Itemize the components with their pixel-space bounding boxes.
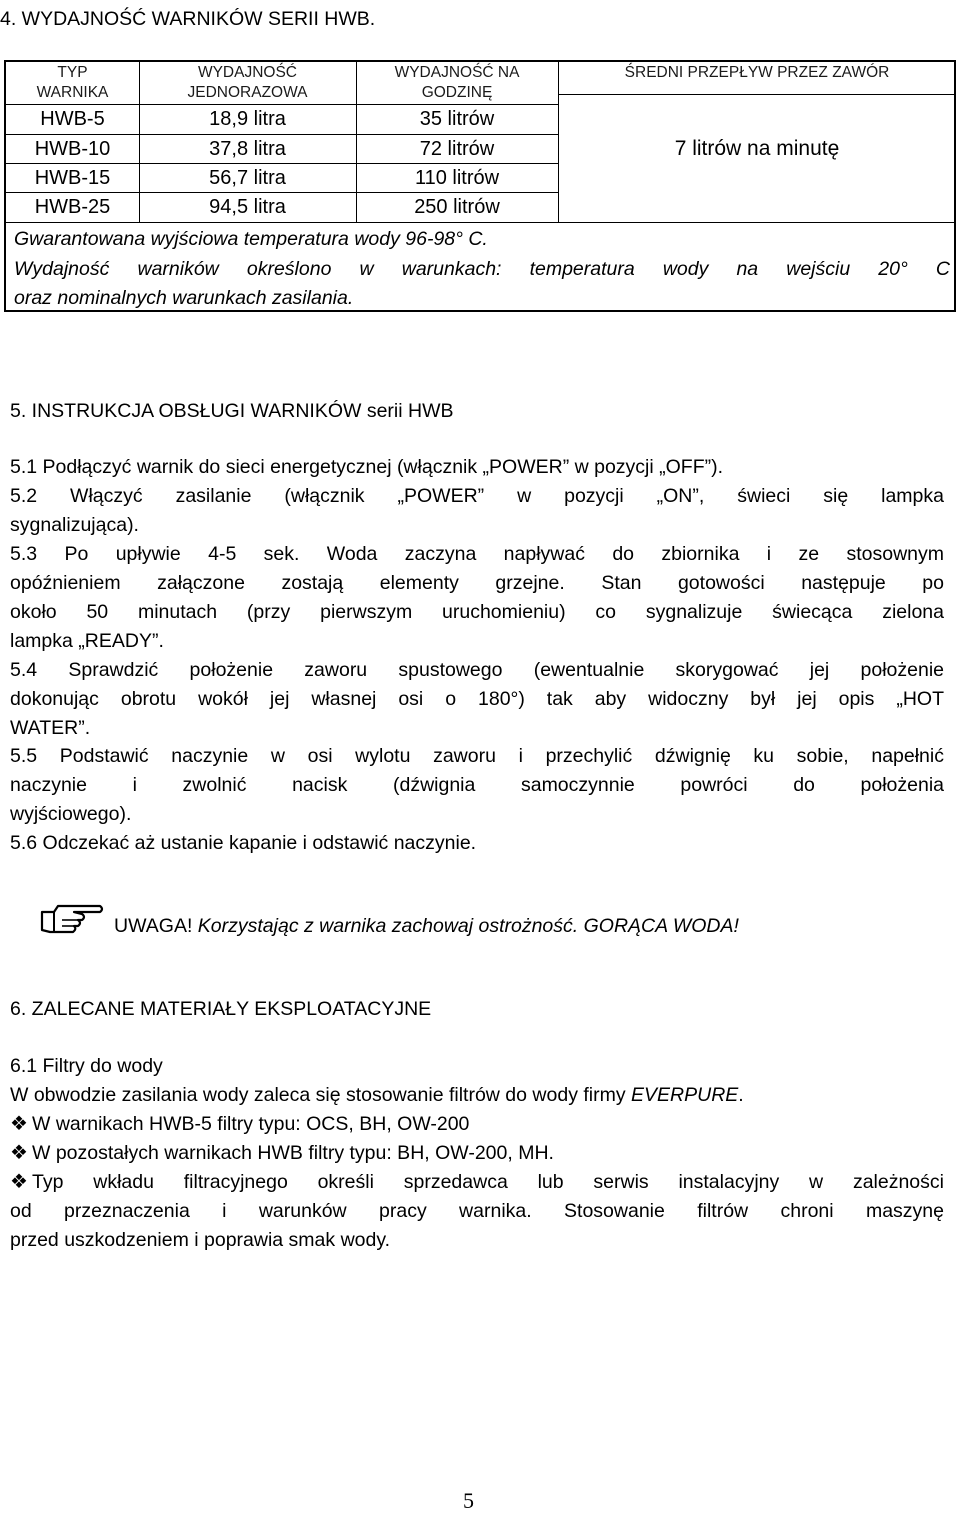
bullet-text: W pozostałych warnikach HWB filtry typu: BH, OW-200, MH. [32,1142,554,1164]
table-divider [558,94,956,95]
table-divider [6,222,956,223]
bullet-continuation: od przeznaczenia i warunków pracy warnika. Stosowanie filtrów chroni maszynę [10,1200,944,1222]
step-5-5-line2: naczynie i zwolnić nacisk (dźwignia samoczynnie powróci do położenia [10,774,944,796]
header-type [6,63,139,103]
table-note-conditions: Wydajność warników określono w warunkach: temperatura wody na wejściu 20° C [14,258,950,280]
cell-type: HWB-10 [34,138,111,160]
warning-label: UWAGA! [114,915,193,937]
cell-hourly: 110 litrów [414,167,500,189]
brand-name: EVERPURE [631,1084,739,1106]
step-5-6: 5.6 Odczekać aż ustanie kapanie i odstawić naczynie. [10,832,477,854]
list-item [10,1139,554,1168]
diamond-bullet-icon: ❖ [10,1113,28,1135]
step-5-3-line3: około 50 minutach (przy pierwszym uruchomieniu) co sygnalizuje świecąca zielona [10,601,944,623]
brand-suffix: . [738,1084,744,1106]
section-4-title: 4. WYDAJNOŚĆ WARNIKÓW SERII HWB. [0,8,376,30]
header-hourly-line1: WYDAJNOŚĆ NA [394,64,520,81]
cell-single: 56,7 litra [209,167,286,189]
bullet-text: W warnikach HWB-5 filtry typu: OCS, BH, OW-200 [32,1113,470,1135]
cell-single: 18,9 litra [209,108,286,130]
cell-hourly: 250 litrów [414,196,500,218]
cell-hourly: 35 litrów [419,108,495,130]
cell-flow: 7 litrów na minutę [674,137,840,160]
table-note-power: oraz nominalnych warunkach zasilania. [14,287,354,309]
warning-text: Korzystając z warnika zachowaj ostrożność. GORĄCA WODA! [197,915,739,937]
warning-line [114,912,739,941]
diamond-bullet-icon: ❖ [10,1142,28,1164]
header-type-line1: TYP [57,64,88,81]
header-type-line2: WARNIKA [36,84,109,101]
cell-single: 94,5 litra [209,196,286,218]
bullet-continuation: przed uszkodzeniem i poprawia smak wody. [10,1229,391,1251]
header-hourly [356,63,558,103]
cell-type: HWB-5 [40,108,105,130]
performance-table [4,60,956,312]
page-number: 5 [463,1488,474,1513]
bullet-text: Typ wkładu filtracyjnego określi sprzedawca lub serwis instalacyjny w zależności [32,1171,944,1193]
step-5-3-line1: 5.3 Po upływie 4-5 sek. Woda zaczyna napływać do zbiornika i ze stosownym [10,543,944,565]
step-5-5-line3: wyjściowego). [10,803,132,825]
header-flow: ŚREDNI PRZEPŁYW PRZEZ ZAWÓR [624,64,890,81]
step-5-4-line1: 5.4 Sprawdzić położenie zaworu spustowego (ewentualnie skorygować jej położenie [10,659,944,681]
step-5-5-line1: 5.5 Podstawić naczynie w osi wylotu zaworu i przechylić dźwignię ku sobie, napełnić [10,745,944,767]
list-item [10,1168,944,1197]
step-5-4-line3: WATER”. [10,717,91,739]
table-note-temperature: Gwarantowana wyjściowa temperatura wody 96-98° C. [14,228,488,250]
header-single [139,63,356,103]
step-5-2-line1: 5.2 Włączyć zasilanie (włącznik „POWER” w pozycji „ON”, świeci się lampka [10,485,944,507]
list-item [10,1110,469,1139]
cell-type: HWB-25 [34,196,111,218]
header-hourly-line2: GODZINĘ [421,84,493,101]
cell-single: 37,8 litra [209,138,286,160]
section-5-title: 5. INSTRUKCJA OBSŁUGI WARNIKÓW serii HWB [10,400,454,422]
subsection-6-1-title: 6.1 Filtry do wody [10,1055,163,1077]
step-5-3-line4: lampka „READY”. [10,630,164,652]
cell-type: HWB-15 [34,167,111,189]
header-single-line1: WYDAJNOŚĆ [197,64,298,81]
step-5-3-line2: opóźnieniem załączone zostają elementy grzejne. Stan gotowości następuje po [10,572,944,594]
step-5-1: 5.1 Podłączyć warnik do sieci energetycznej (włącznik „POWER” w pozycji „OFF”). [10,456,724,478]
cell-hourly: 72 litrów [419,138,495,160]
section-6-title: 6. ZALECANE MATERIAŁY EKSPLOATACYJNE [10,998,432,1020]
header-single-line2: JEDNORAZOWA [187,84,308,101]
filter-recommendation [10,1081,744,1110]
pointing-hand-icon [40,900,106,938]
diamond-bullet-icon: ❖ [10,1171,28,1193]
filter-recommendation-text: W obwodzie zasilania wody zaleca się stosowanie filtrów do wody firmy [10,1084,626,1106]
step-5-4-line2: dokonując obrotu wokół jej własnej osi o 180°) tak aby widoczny był jej opis „HOT [10,688,944,710]
step-5-2-line2: sygnalizująca). [10,514,139,536]
